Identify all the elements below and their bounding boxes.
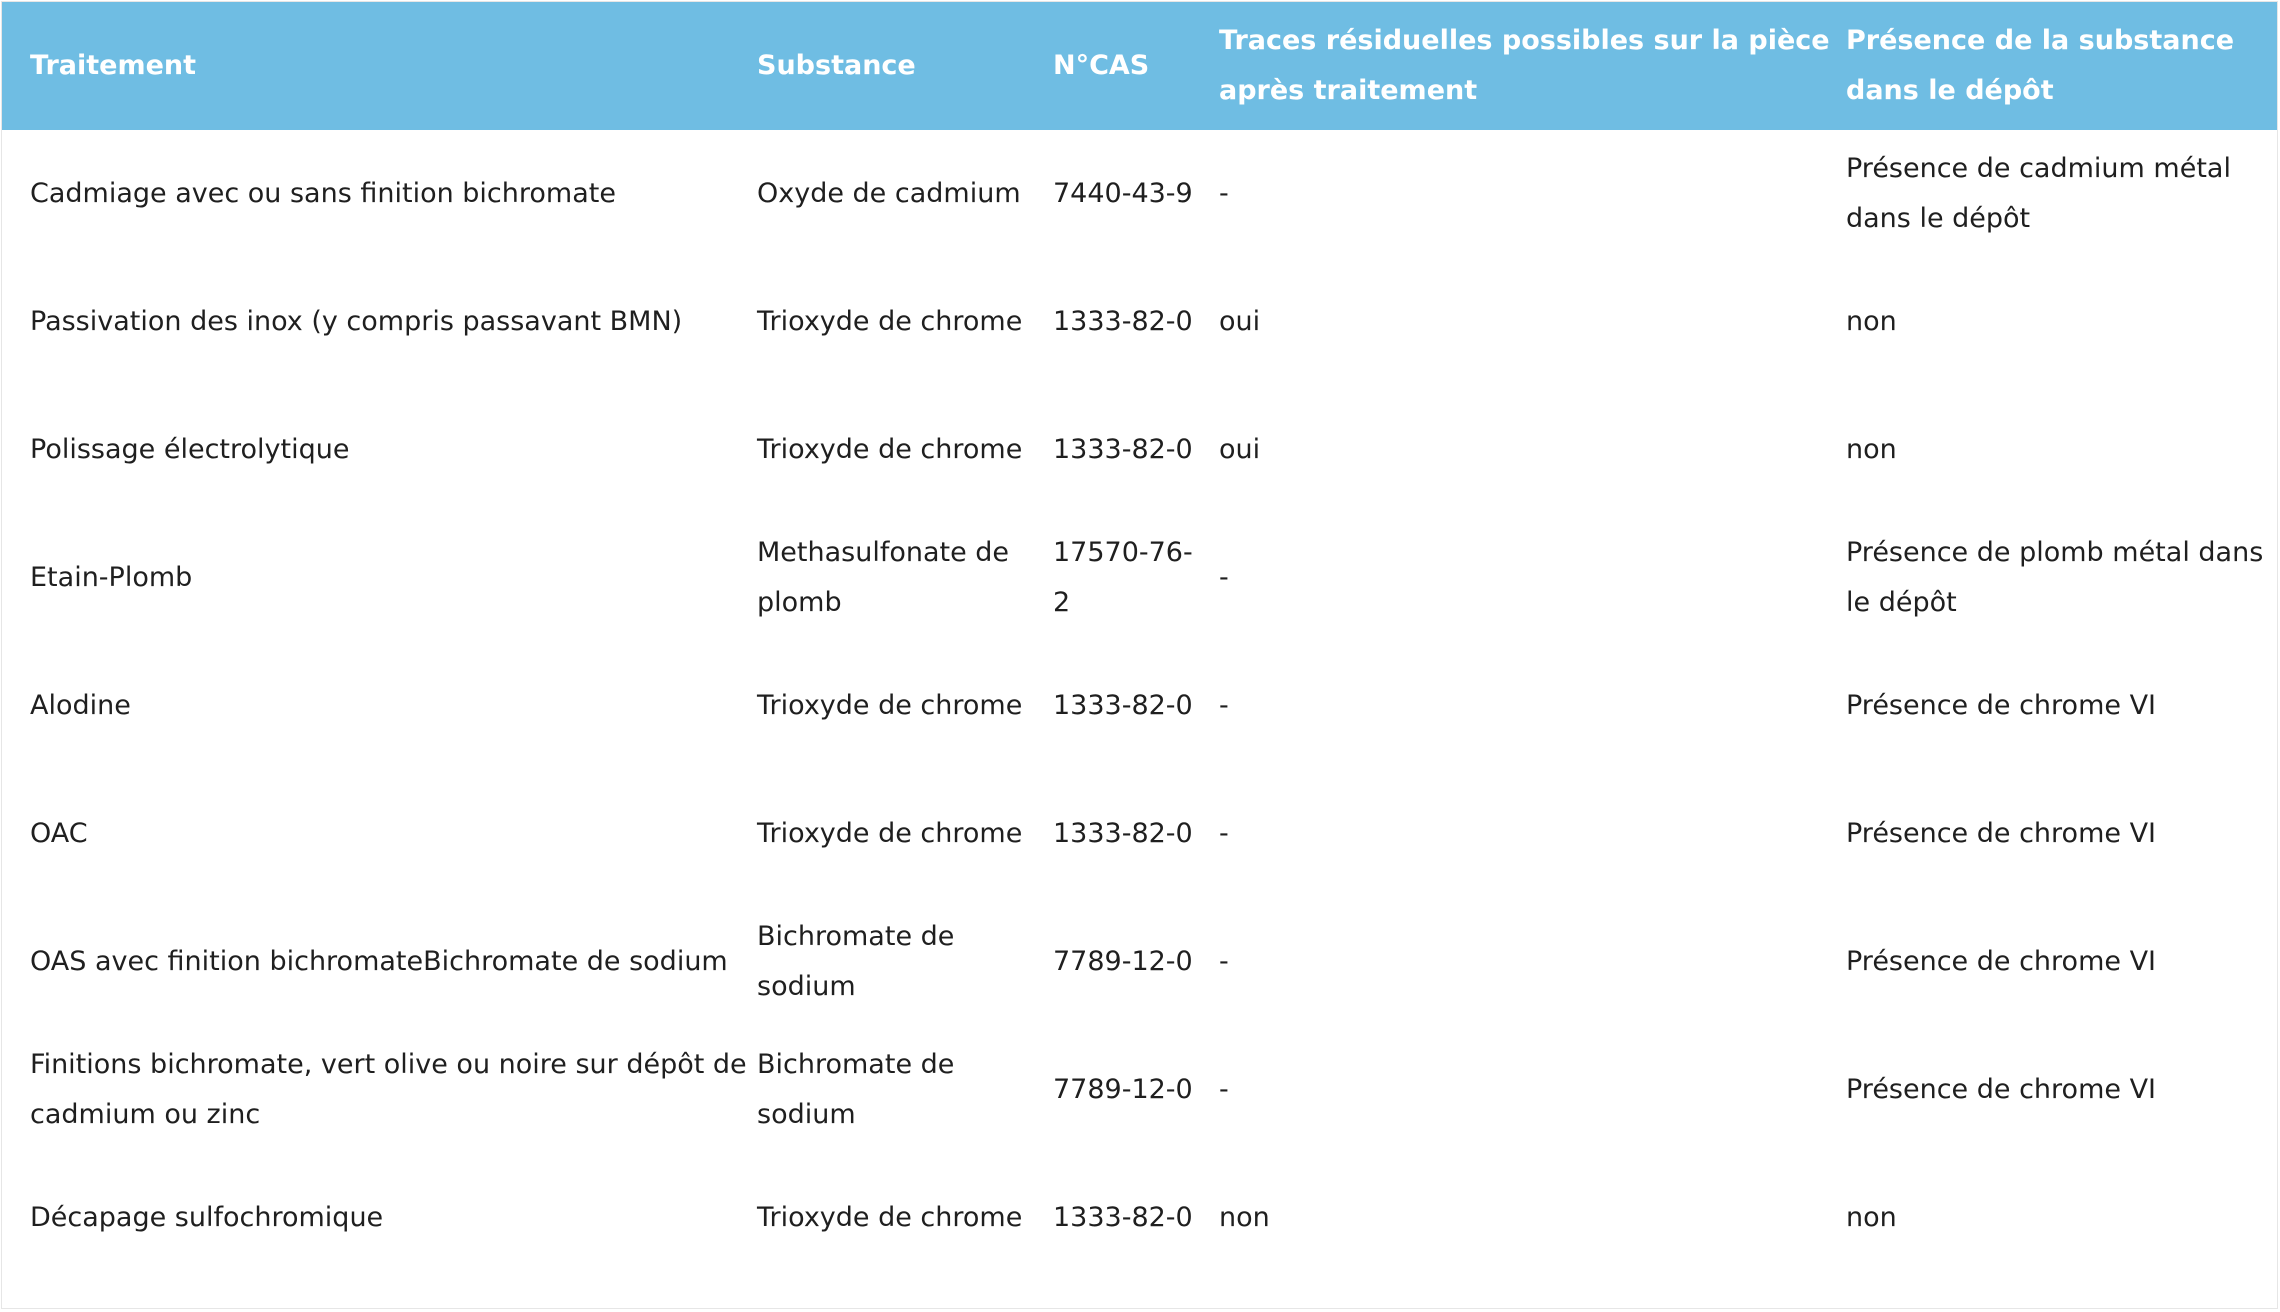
cell-presence: non	[1846, 1202, 1897, 1233]
cell-traitement: Cadmiage avec ou sans finition bichromate	[30, 178, 616, 209]
cell-substance: Trioxyde de chrome	[757, 818, 1023, 849]
cell-traces: -	[1219, 690, 1229, 721]
cell-traces: oui	[1219, 306, 1261, 337]
table-row	[2, 1026, 2278, 1154]
cell-traces: non	[1219, 1202, 1270, 1233]
header-traces: Traces résiduelles possibles sur la pièce après traitement	[1219, 25, 1830, 106]
cell-cas: 1333-82-0	[1053, 434, 1193, 465]
cell-cas: 17570-76-2	[1053, 537, 1193, 618]
substances-table-container	[1, 1, 2278, 1309]
cell-substance: Trioxyde de chrome	[757, 1202, 1023, 1233]
cell-substance: Trioxyde de chrome	[757, 306, 1023, 337]
header-row	[2, 2, 2278, 130]
table-row	[2, 258, 2278, 386]
cell-presence: Présence de chrome VI	[1846, 1074, 2156, 1105]
table-row	[2, 898, 2278, 1026]
cell-traitement: OAC	[30, 818, 88, 849]
cell-traitement: Finitions bichromate, vert olive ou noire sur dépôt de cadmium ou zinc	[30, 1049, 747, 1130]
cell-presence: Présence de cadmium métal dans le dépôt	[1846, 153, 2231, 234]
cell-presence: Présence de chrome VI	[1846, 818, 2156, 849]
table-body	[2, 130, 2278, 1282]
header-cas: N°CAS	[1053, 50, 1150, 81]
cell-presence: Présence de plomb métal dans le dépôt	[1846, 537, 2264, 618]
cell-traitement: Etain-Plomb	[30, 562, 193, 593]
table-row	[2, 386, 2278, 514]
cell-presence: non	[1846, 434, 1897, 465]
cell-presence: non	[1846, 306, 1897, 337]
table-header	[2, 2, 2278, 130]
cell-traces: oui	[1219, 434, 1261, 465]
cell-traces: -	[1219, 946, 1229, 977]
cell-substance: Bichromate de sodium	[757, 1049, 955, 1130]
cell-cas: 1333-82-0	[1053, 818, 1193, 849]
header-substance: Substance	[757, 50, 916, 81]
cell-substance: Trioxyde de chrome	[757, 690, 1023, 721]
cell-traces: -	[1219, 1074, 1229, 1105]
cell-traces: -	[1219, 562, 1229, 593]
header-traitement: Traitement	[30, 50, 197, 81]
cell-traitement: Passivation des inox (y compris passavant BMN)	[30, 306, 683, 337]
cell-traitement: Polissage électrolytique	[30, 434, 350, 465]
cell-presence: Présence de chrome VI	[1846, 690, 2156, 721]
substances-table	[2, 2, 2278, 1282]
cell-substance: Trioxyde de chrome	[757, 434, 1023, 465]
cell-cas: 1333-82-0	[1053, 1202, 1193, 1233]
cell-cas: 7789-12-0	[1053, 946, 1193, 977]
cell-traitement: Décapage sulfochromique	[30, 1202, 384, 1233]
cell-traces: -	[1219, 178, 1229, 209]
cell-cas: 7789-12-0	[1053, 1074, 1193, 1105]
cell-cas: 1333-82-0	[1053, 690, 1193, 721]
table-row	[2, 770, 2278, 898]
header-presence: Présence de la substance dans le dépôt	[1846, 25, 2235, 106]
table-row	[2, 130, 2278, 258]
table-row	[2, 642, 2278, 770]
cell-traces: -	[1219, 818, 1229, 849]
table-row	[2, 1154, 2278, 1282]
table-row	[2, 514, 2278, 642]
cell-substance: Methasulfonate de plomb	[757, 537, 1010, 618]
cell-traitement: Alodine	[30, 690, 131, 721]
cell-cas: 7440-43-9	[1053, 178, 1193, 209]
cell-traitement: OAS avec finition bichromateBichromate de sodium	[30, 946, 728, 977]
cell-substance: Oxyde de cadmium	[757, 178, 1021, 209]
cell-substance: Bichromate de sodium	[757, 921, 955, 1002]
cell-cas: 1333-82-0	[1053, 306, 1193, 337]
cell-presence: Présence de chrome VI	[1846, 946, 2156, 977]
